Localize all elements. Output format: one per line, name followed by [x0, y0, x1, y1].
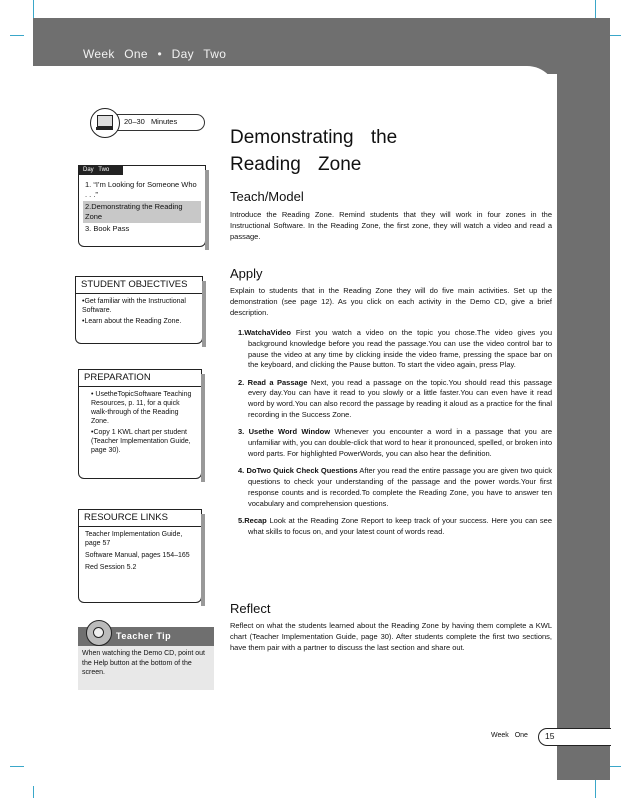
activity-step: [238, 378, 552, 421]
time-text: 20–30 Minutes: [124, 117, 178, 126]
right-band: [557, 18, 610, 780]
activity-step: [238, 516, 552, 538]
crop-mark: [10, 35, 24, 36]
objectives-title: STUDENT OBJECTIVES: [76, 277, 202, 294]
step-text: Next, you read a passage on the topic.You should read this passage every day.You can have it read to you slowly or a little faster.You can even have it read word by word.You can also record the passage by reading it aloud as a practice for the final recording in the Success Zone.: [248, 377, 552, 420]
week-day-header: Week One • Day Two: [83, 47, 227, 61]
preparation-title: PREPARATION: [79, 370, 201, 387]
step-lead: 4. DoTwo Quick Check Questions: [238, 466, 358, 476]
agenda-item: 1. “I’m Looking for Someone Who . . .”: [85, 180, 197, 199]
activity-step: [238, 328, 552, 371]
step-text: Look at the Reading Zone Report to keep track of your success. Here you can see what skills to focus on, and your latest count of words read.: [248, 515, 552, 536]
resource-item: Teacher Implementation Guide, page 57: [85, 531, 183, 547]
objective-item: •Get familiar with the Instructional Software.: [82, 298, 186, 314]
agenda-item: 3. Book Pass: [85, 224, 130, 233]
step-lead: 1.WatchaVideo: [238, 328, 291, 337]
teach-model-text: Introduce the Reading Zone. Remind students that they will work in four zones in the Instructional Software. In the Reading Zone, the first zone, they will watch a video and read a passage.: [230, 210, 552, 241]
teach-model-heading: Teach/Model: [230, 189, 304, 204]
page-number: 15: [545, 731, 555, 741]
preparation-item: •Copy 1 KWL chart per student (Teacher Implementation Guide, page 30).: [91, 429, 191, 454]
objective-item: •Learn about the Reading Zone.: [82, 318, 182, 325]
step-lead: 3. Usethe Word Window: [238, 427, 331, 437]
crop-mark: [595, 778, 596, 798]
resource-links-box: [78, 509, 202, 603]
lesson-title-line: Reading Zone: [230, 154, 362, 175]
agenda-item-current: 2.Demonstrating the Reading Zone: [83, 201, 201, 223]
teacher-tip-title: Teacher Tip: [116, 631, 172, 641]
teacher-tip-header: [78, 627, 214, 646]
day-label: Day Two: [79, 166, 123, 175]
magnifier-icon: [86, 620, 112, 646]
activity-step: [238, 427, 552, 459]
activity-steps: [238, 328, 552, 544]
teacher-tip-text: When watching the Demo CD, point out the Help button at the bottom of the screen.: [78, 646, 214, 690]
resource-item: Software Manual, pages 154–165: [85, 552, 190, 559]
step-lead: 5.Recap: [238, 515, 267, 525]
apply-text: Explain to students that in the Reading Zone they will do five main activities. Set up the demonstration (see page 12). As you click on each activity in the Demo CD, give a brief description.: [230, 286, 552, 317]
crop-mark: [33, 0, 34, 20]
apply-heading: Apply: [230, 266, 263, 281]
activity-step: [238, 466, 552, 509]
resources-title: RESOURCE LINKS: [79, 510, 201, 527]
resource-item: Red Session 5.2: [85, 564, 137, 571]
day-agenda-box: [78, 165, 206, 247]
crop-mark: [10, 766, 24, 767]
step-text: Whenever you encounter a word in a passage that you are unfamiliar with, you can double-click that word to hear it pronounced, spelled, or broken into word parts. For highlighted PowerWords, you can also hear the definition.: [248, 427, 552, 458]
time-badge: [90, 108, 204, 138]
step-lead: 2. Read a Passage: [238, 377, 308, 387]
reflect-heading: Reflect: [230, 601, 271, 616]
footer-week: Week One: [491, 732, 528, 739]
reflect-text: Reflect on what the students learned about the Reading Zone by having them complete a KWL chart (Teacher Implementation Guide, page 30). After students complete the first two sections, have them pair with a partner to discuss the last section and share out.: [230, 621, 552, 652]
day-agenda-list: [83, 179, 201, 235]
preparation-item: • UsetheTopicSoftware Teaching Resources, p. 11, for a quick walk-through of the Reading Zone.: [91, 391, 192, 425]
preparation-box: [78, 369, 202, 479]
lesson-title: [230, 124, 397, 178]
step-text: First you watch a video on the topic you chose.The video gives you background knowledge before you read the passage.You can use the video control bar to pause the video at any time by clicking inside the video frame, pressing the space bar on the keyboard, and clicking the Pause button. To start the video again, press Play.: [248, 328, 552, 370]
step-text: After you read the entire passage you are given two quick questions to check your understanding of the passage and the power words.Your first response counts and is recorded.To complete the Reading Zone, you have to answer ten vocabulary and comprehension questions.: [248, 466, 552, 508]
lesson-title-line: Demonstrating the: [230, 127, 398, 148]
computer-icon: [90, 108, 120, 138]
crop-mark: [595, 0, 596, 20]
student-objectives-box: [75, 276, 203, 344]
